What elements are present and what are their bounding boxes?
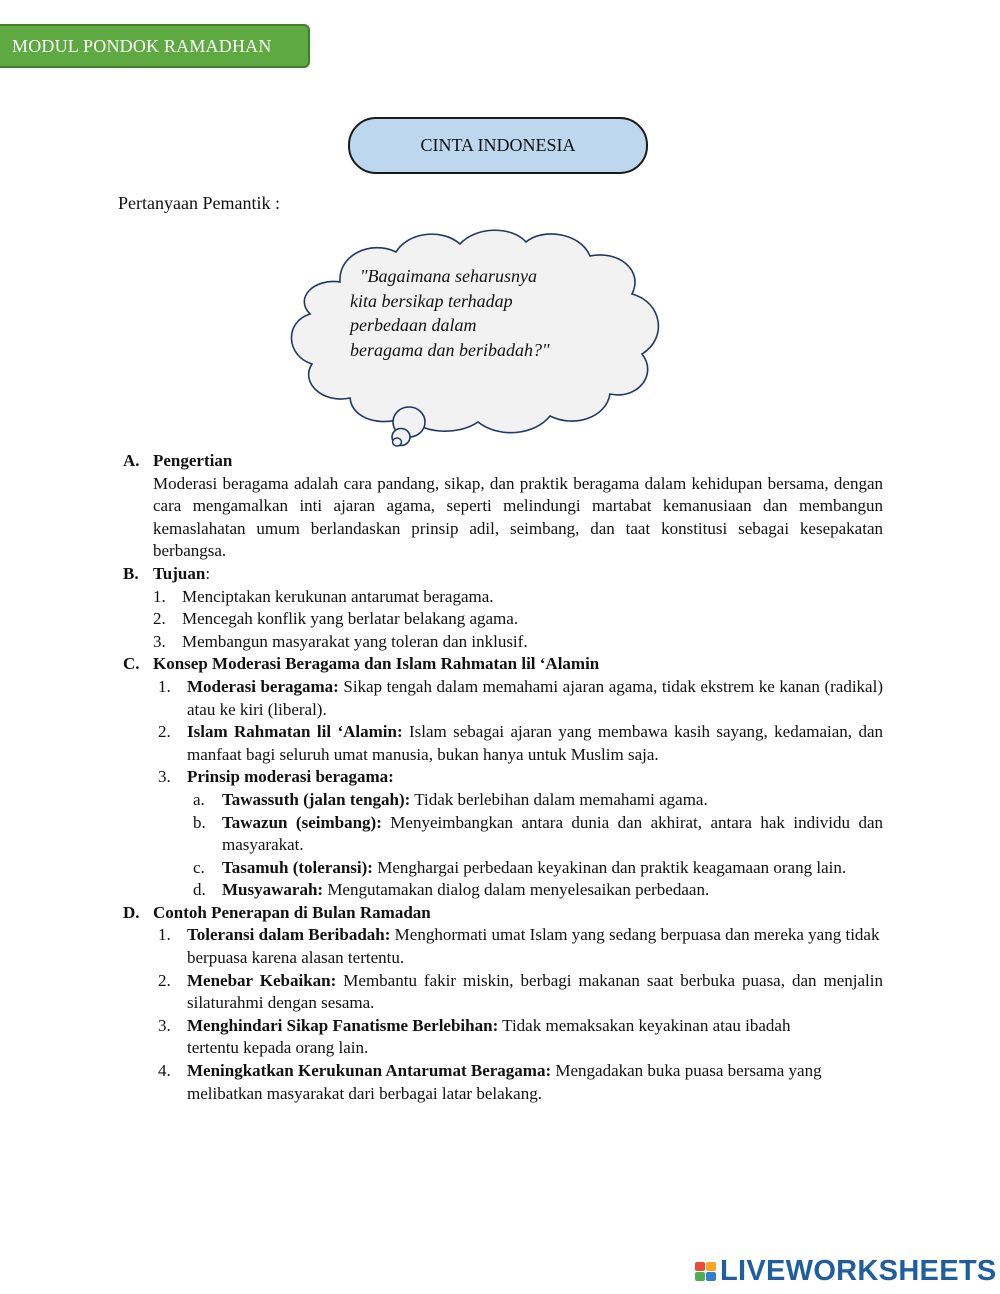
list-text: Tidak memaksakan keyakinan atau ibadah tertentu kepada orang lain. <box>187 1015 791 1058</box>
pemantik-question <box>350 264 610 362</box>
list-term: Toleransi dalam Beribadah: <box>187 925 391 945</box>
list-text: Mengutamakan dialog dalam menyelesaikan perbedaan. <box>323 880 710 900</box>
sub-list-letter: c. <box>193 857 205 877</box>
list-text: Mencegah konflik yang berlatar belakang agama. <box>182 609 519 629</box>
section-a-body: Moderasi beragama adalah cara pandang, sikap, dan praktik beragama dalam kehidupan bersama, dengan cara mengamalkan inti ajaran agama, seperti melindungi martabat kemanusiaan dan membangun kemaslahatan umum berlandaskan prinsip adil, seimbang, dan taat konstitusi sebagai kesepakatan berbangsa. <box>153 473 883 561</box>
list-text: Membantu fakir miskin, berbagi makanan saat berbuka puasa, dan menjalin silaturahmi dengan sesama. <box>187 970 883 1013</box>
logo-square <box>695 1262 705 1271</box>
list-text: Menghargai perbedaan keyakinan dan praktik keagamaan orang lain. <box>372 857 847 877</box>
section-marker: A. <box>123 451 140 470</box>
section-title: Tujuan <box>153 563 206 583</box>
list-text: Menghormati umat Islam yang sedang berpuasa dan mereka yang tidak berpuasa karena alasan tertentu. <box>187 925 880 968</box>
list-text: Sikap tengah dalam memahami ajaran agama, tidak ekstrem ke kanan (radikal) atau ke kiri (liberal). <box>187 676 883 719</box>
logo-text: LIVEWORKSHEETS <box>720 1254 997 1287</box>
list-term: Tawassuth (jalan tengah): <box>222 789 411 809</box>
sub-list-letter: a. <box>193 789 205 809</box>
liveworksheets-logo-icon <box>695 1262 716 1281</box>
list-text: Islam sebagai ajaran yang membawa kasih sayang, kedamaian, dan manfaat bagi seluruh umat manusia, bukan hanya untuk Muslim saja. <box>187 722 883 764</box>
section-marker: B. <box>123 563 139 583</box>
list-item <box>118 608 883 631</box>
logo-square <box>706 1262 716 1271</box>
list-item <box>118 924 883 969</box>
list-item <box>118 586 883 609</box>
list-number: 3. <box>153 631 166 651</box>
question-line: beragama dan beribadah?" <box>350 339 550 360</box>
section-marker: D. <box>123 902 140 922</box>
section-title-colon: : <box>205 563 211 583</box>
list-item <box>118 631 883 654</box>
list-number: 2. <box>158 970 171 990</box>
section-d-heading <box>118 902 883 925</box>
list-number: 2. <box>158 722 171 742</box>
logo-square <box>695 1272 705 1281</box>
list-item <box>118 676 883 721</box>
list-term: Menghindari Sikap Fanatisme Berlebihan: <box>187 1015 499 1035</box>
list-text: Menciptakan kerukunan antarumat beragama. <box>182 586 494 606</box>
module-label: MODUL PONDOK RAMADHAN <box>0 24 310 68</box>
list-item <box>118 1060 883 1105</box>
list-number: 2. <box>153 609 166 629</box>
sub-list-item <box>118 789 883 812</box>
list-number: 3. <box>158 1015 171 1035</box>
list-text: Membangun masyarakat yang toleran dan inklusif. <box>182 631 528 651</box>
section-a-heading <box>118 450 883 473</box>
list-term: Tasamuh (toleransi): <box>222 857 373 877</box>
sub-list-item <box>118 812 883 857</box>
sub-list-letter: d. <box>193 880 206 900</box>
list-term: Moderasi beragama: <box>187 676 339 696</box>
list-term: Menebar Kebaikan: <box>187 970 337 990</box>
list-item <box>118 721 883 766</box>
section-c-heading <box>118 653 883 676</box>
section-title: Contoh Penerapan di Bulan Ramadan <box>153 902 431 922</box>
list-term: Islam Rahmatan lil ‘Alamin: <box>187 722 403 742</box>
list-text: Menyeimbangkan antara dunia dan akhirat, antara hak individu dan masyarakat. <box>222 812 883 855</box>
question-line: "Bagaimana seharusnya <box>360 266 538 286</box>
list-item <box>118 970 883 1015</box>
list-term: Prinsip moderasi beragama: <box>187 767 394 787</box>
sub-list-item <box>118 857 883 880</box>
list-term: Meningkatkan Kerukunan Antarumat Beragama: <box>187 1061 552 1081</box>
liveworksheets-logo[interactable] <box>695 1256 997 1286</box>
section-marker: C. <box>123 654 140 674</box>
list-number: 4. <box>158 1061 171 1081</box>
sub-list-item <box>118 879 883 902</box>
section-title: Konsep Moderasi Beragama dan Islam Rahmatan lil ‘Alamin <box>153 654 600 674</box>
section-b-heading <box>118 563 883 586</box>
sub-list-letter: b. <box>193 812 206 832</box>
list-number: 3. <box>158 767 171 787</box>
logo-square <box>706 1272 716 1281</box>
pemantik-label: Pertanyaan Pemantik : <box>118 193 280 213</box>
list-term: Musyawarah: <box>222 880 324 900</box>
list-text: Tidak berlebihan dalam memahami agama. <box>410 789 708 809</box>
list-item <box>118 766 883 789</box>
list-term: Tawazun (seimbang): <box>222 812 382 832</box>
question-line: kita bersikap terhadap <box>350 290 513 311</box>
page-title: CINTA INDONESIA <box>348 117 648 174</box>
list-text: Mengadakan buka puasa bersama yang melibatkan masyarakat dari berbagai latar belakang. <box>187 1061 822 1103</box>
list-item <box>118 1015 883 1060</box>
question-line: perbedaan dalam <box>350 315 477 335</box>
list-number: 1. <box>158 676 171 696</box>
list-number: 1. <box>158 925 171 945</box>
content <box>118 450 883 1105</box>
section-title: Pengertian <box>153 451 233 470</box>
list-number: 1. <box>153 586 166 606</box>
